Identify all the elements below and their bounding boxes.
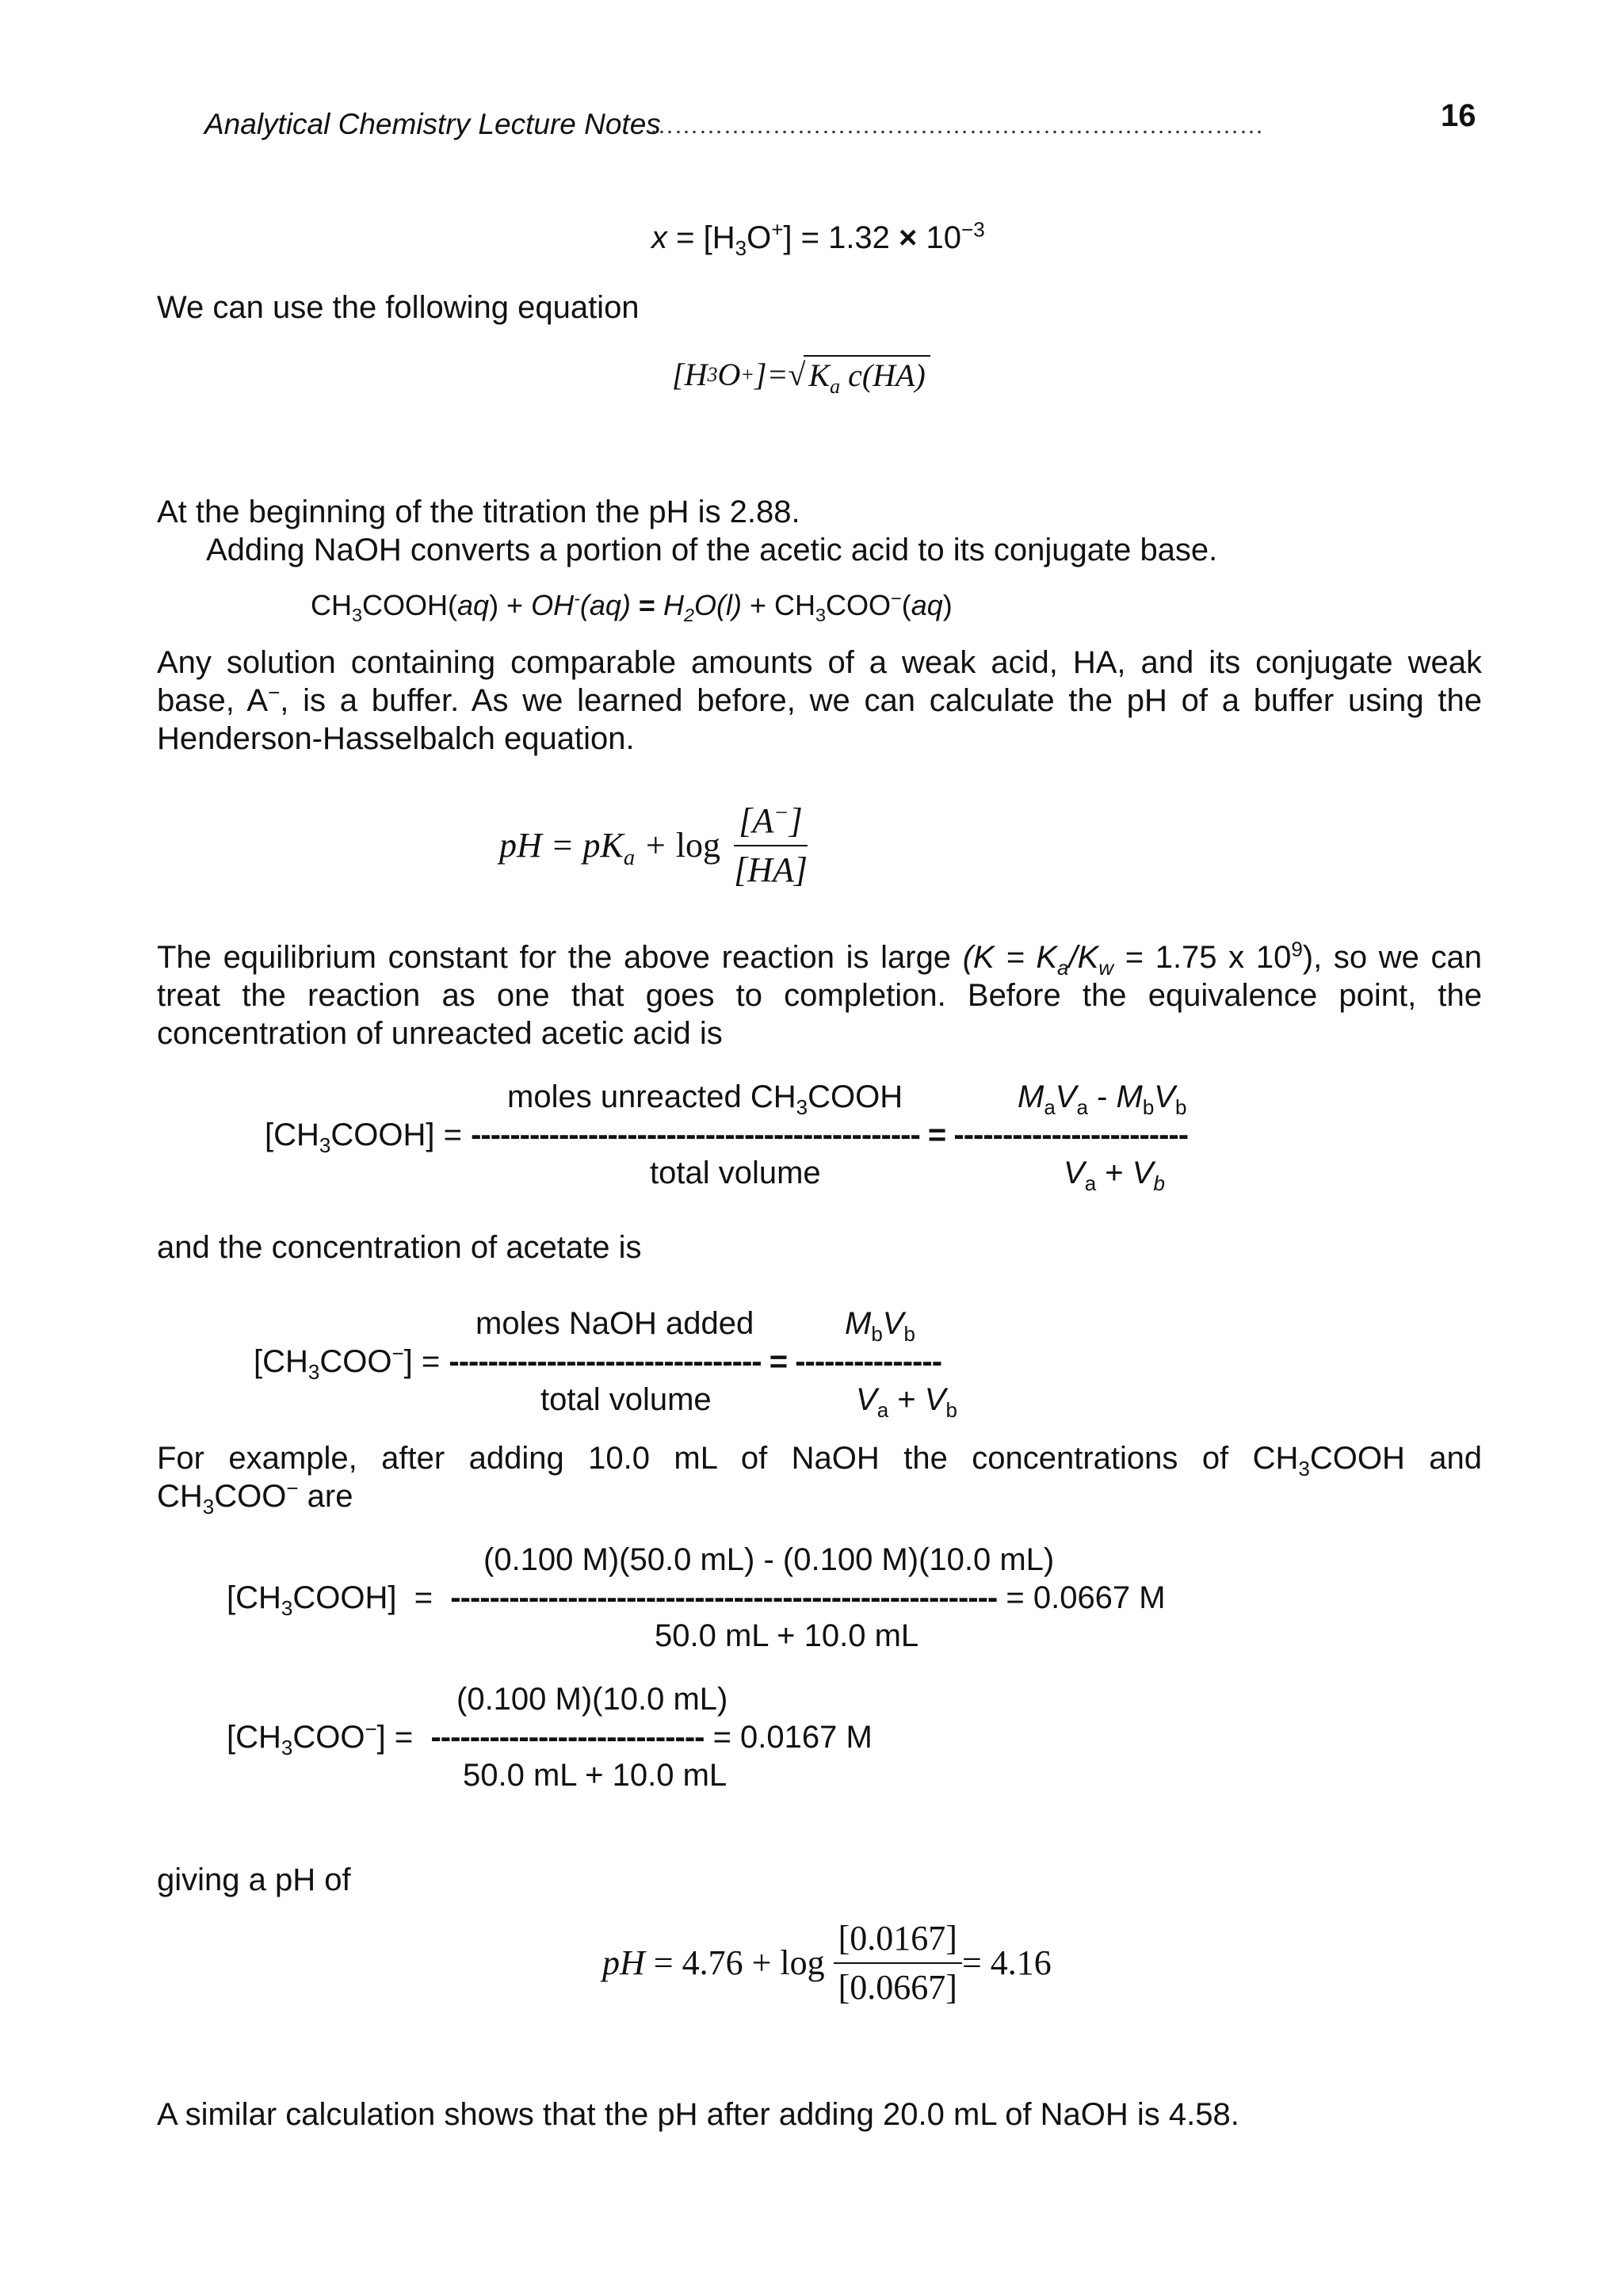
paragraph-equilibrium-line-3: concentration of unreacted acetic acid is — [157, 1016, 723, 1051]
calc1-lhs: $[CH_3COOH]$ = -------------------------------------------------------- = 0.0667 M — [227, 1580, 1166, 1620]
frac1-numerator: moles unreacted $CH_3COOH$ — [507, 1079, 903, 1119]
header-dots: ………………………………………………………………… — [650, 113, 1264, 139]
calc2-lhs: $[CH_3COO^-]$ = ---------------------------- = 0.0167 M — [227, 1717, 873, 1759]
paragraph-equilibrium-line-2: treat the reaction as one that goes to completion. Before the equivalence point, the — [157, 978, 1482, 1013]
final-ph-equation: pH = 4.76 + log $\frac{[0.0167]}{[0.0667]}$ = 4.16 — [602, 1919, 1052, 2007]
frac2-rhs-numerator: $M_bV_b$ — [845, 1306, 915, 1346]
calc2-result: = 0.0167 M — [712, 1720, 873, 1755]
paragraph-buffer-line-3: Henderson-Hasselbalch equation. — [157, 721, 635, 756]
frac1-denominator: total volume — [650, 1156, 821, 1190]
beginning-line: At the beginning of the titration the pH is 2.88. — [157, 495, 800, 529]
calc1-denominator: 50.0 mL + 10.0 mL — [655, 1618, 919, 1653]
final-ph-denominator: [0.0667] — [838, 1968, 957, 2007]
example-line-2: $CH_3COO^-$ are — [157, 1476, 353, 1519]
use-equation-line: We can use the following equation — [157, 290, 640, 325]
paragraph-buffer-line-1: Any solution containing comparable amounts of a weak acid, HA, and its conjugate weak — [157, 645, 1482, 680]
header-title: Analytical Chemistry Lecture Notes — [204, 108, 661, 140]
paragraph-equilibrium-line-1: The equilibrium constant for the above reaction is large ($K = K_a/K_w = 1.75$ x $10^9$), so we can — [157, 937, 1482, 980]
calc1-result: = 0.0667 M — [1006, 1580, 1166, 1615]
henderson-hasselbalch-equation: pH = $pK_a + \log$ $\frac{[A^-]}{[HA]}$ — [499, 800, 808, 889]
frac2-numerator: moles NaOH added — [475, 1306, 754, 1341]
paragraph-buffer-line-2: base, A−, is a buffer. As we learned before, we can calculate the pH of a buffer using the — [157, 680, 1482, 718]
adding-line: Adding NaOH converts a portion of the acetic acid to its conjugate base. — [206, 533, 1218, 567]
reaction-equation: $CH_3COOH(aq) + OH^-(aq) = H_2O(l) + CH_3COO^-(aq)$ — [311, 588, 953, 626]
frac1-rhs-numerator: $M_aV_a - M_bV_b$ — [1018, 1079, 1187, 1119]
sqrt-equation: [H 3 O + ]=√ $K_a$ c(HA) — [672, 355, 930, 395]
final-ph-numerator: [0.0167] — [834, 1918, 962, 1964]
final-ph-result: = 4.16 — [961, 1943, 1052, 1982]
page-number: 16 — [1441, 98, 1476, 133]
giving-line: giving a pH of — [157, 1862, 351, 1897]
frac2-rhs-denominator: $V_a + V_b$ — [856, 1382, 957, 1422]
calc2-numerator: (0.100 M)(10.0 mL) — [456, 1682, 728, 1717]
example-line-1: For example, after adding 10.0 mL of NaOH the concentrations of $CH_3COOH$ and — [157, 1441, 1482, 1480]
frac1-rhs-denominator: $V_a + V_b$ — [1064, 1156, 1165, 1195]
frac1-lhs: $[CH_3COOH]$ = ---------------------------------------------- = ------------------------ — [265, 1117, 1189, 1157]
frac2-lhs: $[CH_3COO^-]$ = -------------------------------- = --------------- — [254, 1341, 942, 1384]
acetate-intro-line: and the concentration of acetate is — [157, 1230, 642, 1265]
equation-x: $x = [H_3O^+] = 1.32 \times 10^{-3}$ — [651, 217, 985, 260]
similar-calculation-line: A similar calculation shows that the pH after adding 20.0 mL of NaOH is 4.58. — [157, 2097, 1239, 2132]
frac2-denominator: total volume — [540, 1382, 712, 1417]
calc1-numerator: (0.100 M)(50.0 mL) - (0.100 M)(10.0 mL) — [483, 1542, 1055, 1577]
calc2-denominator: 50.0 mL + 10.0 mL — [463, 1758, 727, 1793]
